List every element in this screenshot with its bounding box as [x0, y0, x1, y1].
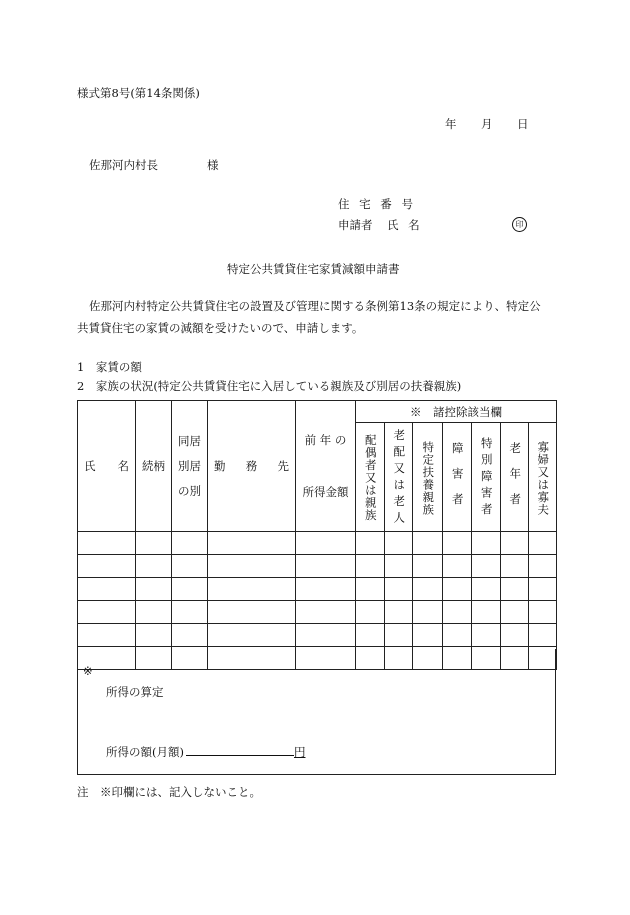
item-rent-amount: 1 家賃の額 — [77, 360, 142, 374]
deduction-special-disabled: 特別障害者 — [472, 423, 501, 532]
deduction-elderly-relatives: 老配又は老人 — [385, 423, 413, 532]
table-row — [78, 555, 557, 578]
deduction-widow: 寡婦又は寡夫 — [529, 423, 557, 532]
date-year: 年 — [445, 117, 457, 131]
seal-icon: 印 — [512, 217, 527, 232]
deduction-header: ※ 諸控除該当欄 — [356, 401, 557, 423]
table-row — [78, 532, 557, 555]
deduction-disabled: 障害者 — [443, 423, 472, 532]
deduction-specific-dependent: 特定扶養親族 — [413, 423, 443, 532]
table-row — [78, 624, 557, 647]
footnote: 注 ※印欄には、記入しないこと。 — [77, 785, 261, 799]
seal-mark — [512, 216, 527, 232]
body-line-2: 共賃貸住宅の家賃の減額を受けたいので、申請します。 — [77, 321, 364, 335]
income-note-box — [77, 649, 556, 775]
deduction-spouse: 配偶者又は親族 — [356, 423, 385, 532]
housing-number-label: 住 宅 番 号 — [338, 197, 416, 211]
col-income: 前 年 の 所得金額 — [296, 401, 356, 532]
form-number: 様式第8号(第14条関係) — [77, 86, 200, 100]
family-table — [77, 400, 557, 670]
applicant-name-label: 氏 名 — [387, 218, 423, 232]
honorific: 様 — [207, 158, 219, 172]
applicant-label: 申請者 — [338, 218, 373, 232]
body-line-1: 佐那河内村特定公共賃貸住宅の設置及び管理に関する条例第13条の規定により、特定公 — [89, 299, 541, 313]
date-day: 日 — [517, 117, 529, 131]
item-family-status: 2 家族の状況(特定公共賃貸住宅に入居している親族及び別居の扶養親族) — [77, 379, 462, 393]
income-amount-label: 所得の額(月額) — [106, 745, 184, 759]
col-workplace: 勤 務 先 — [208, 401, 296, 532]
document-title: 特定公共賃貸住宅家賃減額申請書 — [227, 262, 400, 276]
income-amount-field[interactable] — [106, 743, 305, 760]
date-month: 月 — [481, 117, 493, 131]
income-calc-label: 所得の算定 — [106, 685, 164, 699]
col-name: 氏 名 — [78, 401, 136, 532]
table-row — [78, 601, 557, 624]
addressee: 佐那河内村長 — [89, 158, 158, 172]
deduction-aged: 老年者 — [501, 423, 529, 532]
col-cohabit: 同居 別居 の別 — [172, 401, 208, 532]
table-row — [78, 578, 557, 601]
col-relation: 続柄 — [136, 401, 172, 532]
yen-unit: 円 — [293, 745, 306, 759]
income-amount-line[interactable] — [186, 743, 294, 756]
note-mark: ※ — [83, 664, 93, 678]
